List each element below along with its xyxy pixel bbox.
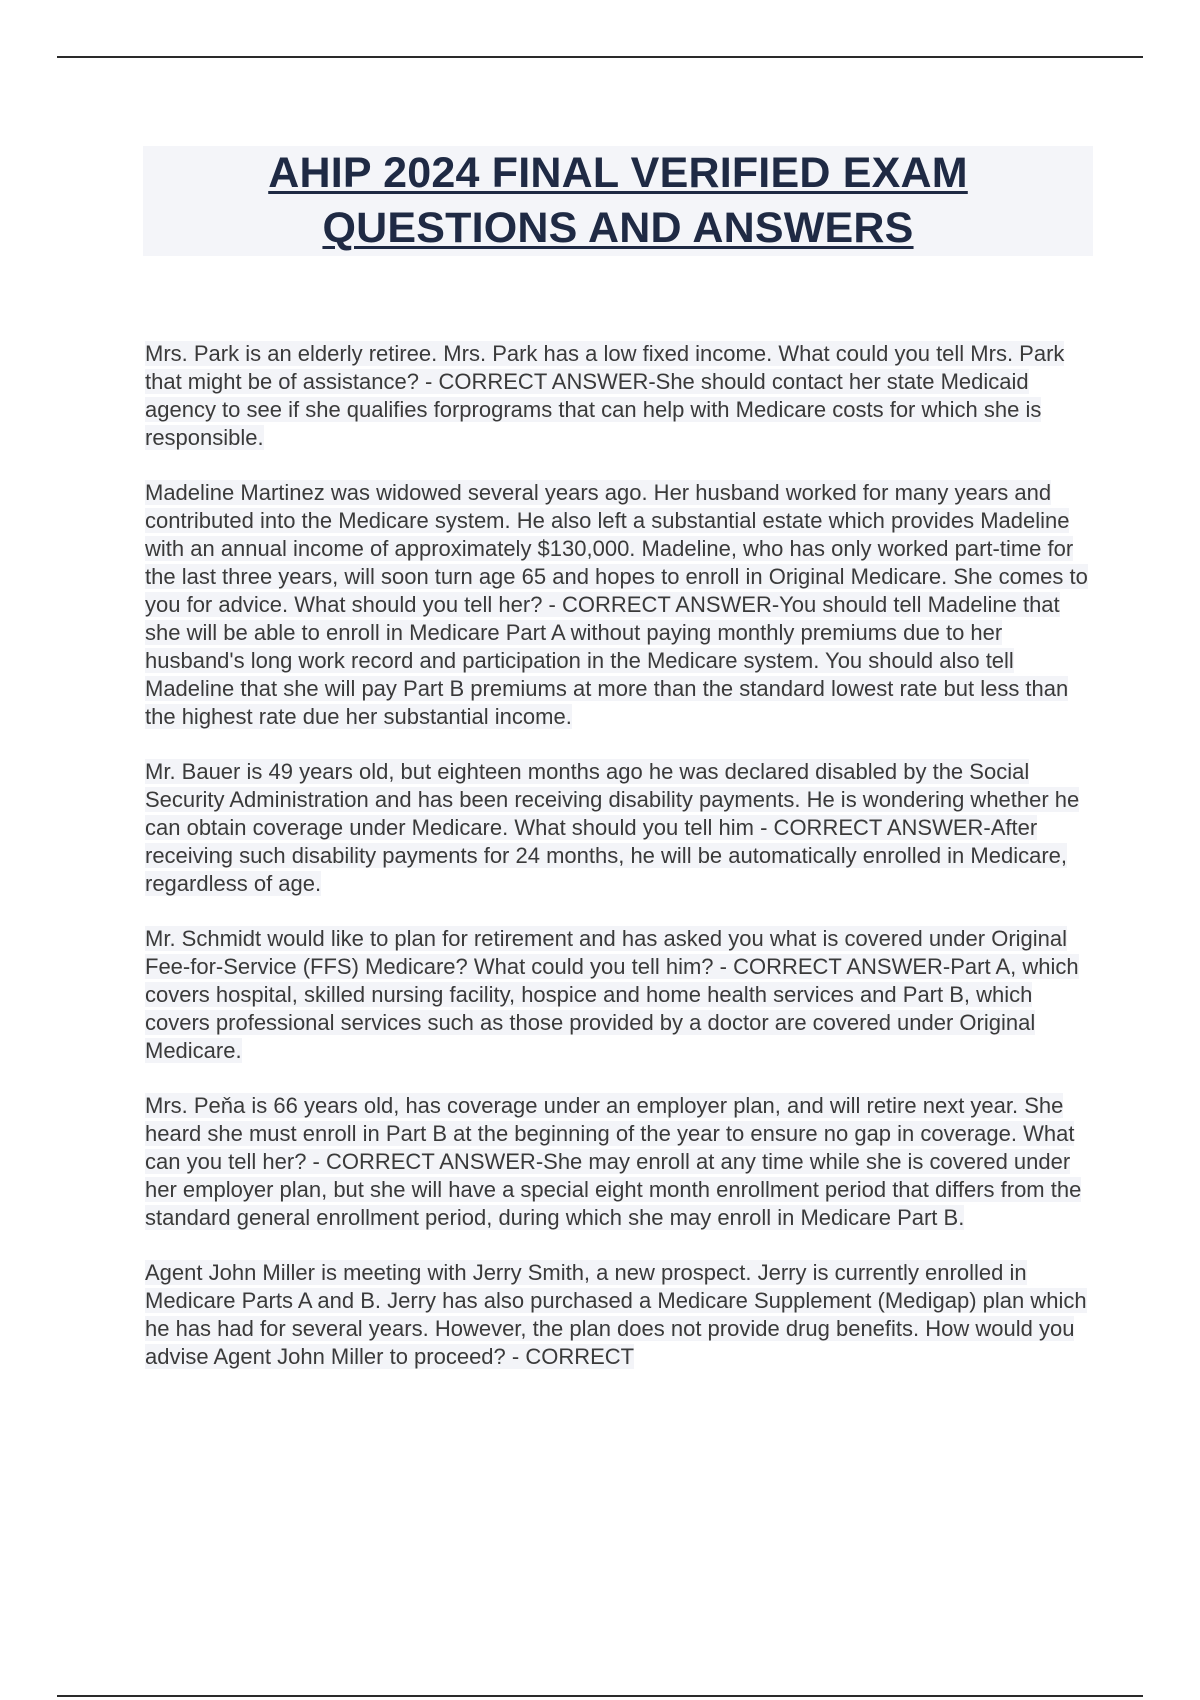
top-rule: [57, 56, 1143, 58]
qa-entry-martinez: Madeline Martinez was widowed several years ago. Her husband worked for many years and contributed into the Medicare system. He also left a substantial estate which provides Madeline with an annual income of approximately $130,000. Madeline, who has only worked part-time for the last three years, will soon turn age 65 and hopes to enroll in Original Medicare. She comes to you for advice. What should you tell her? - CORRECT ANSWER-You should tell Madeline that she will be able to enroll in Medicare Part A without paying monthly premiums due to her husband's long work record and participation in the Medicare system. You should also tell Madeline that she will pay Part B premiums at more than the standard lowest rate but less than the highest rate due her substantial income.: [145, 480, 1088, 729]
qa-entry-bauer: Mr. Bauer is 49 years old, but eighteen months ago he was declared disabled by the Social Security Administration and has been receiving disability payments. He is wondering whether he can obtain coverage under Medicare. What should you tell him - CORRECT ANSWER-After receiving such disability payments for 24 months, he will be automatically enrolled in Medicare, regardless of age.: [145, 759, 1080, 896]
bottom-rule: [57, 1695, 1143, 1697]
qa-entry-park: Mrs. Park is an elderly retiree. Mrs. Park has a low fixed income. What could you tell Mrs. Park that might be of assistance? - CORRECT ANSWER-She should contact her state Medicaid agency to see if she qualifies forprograms that can help with Medicare costs for which she is responsible.: [145, 341, 1065, 450]
document-title: [143, 146, 1093, 256]
title-line-1: AHIP 2024 FINAL VERIFIED EXAM: [268, 149, 968, 197]
qa-entry-pena: Mrs. Peňa is 66 years old, has coverage under an employer plan, and will retire next year. She heard she must enroll in Part B at the beginning of the year to ensure no gap in coverage. What can you tell her? - CORRECT ANSWER-She may enroll at any time while she is covered under her employer plan, but she will have a special eight month enrollment period that differs from the standard general enrollment period, during which she may enroll in Medicare Part B.: [145, 1093, 1082, 1230]
title-line-2: QUESTIONS AND ANSWERS: [322, 204, 914, 252]
qa-entry-schmidt: Mr. Schmidt would like to plan for retirement and has asked you what is covered under Original Fee-for-Service (FFS) Medicare? What could you tell him? - CORRECT ANSWER-Part A, which covers hospital, skilled nursing facility, hospice and home health services and Part B, which covers professional services such as those provided by a doctor are covered under Original Medicare.: [145, 926, 1079, 1063]
qa-entry-miller: Agent John Miller is meeting with Jerry Smith, a new prospect. Jerry is currently enrolled in Medicare Parts A and B. Jerry has also purchased a Medicare Supplement (Medigap) plan which he has had for several years. However, the plan does not provide drug benefits. How would you advise Agent John Miller to proceed? - CORRECT: [145, 1260, 1087, 1369]
qa-list: [145, 340, 1095, 1398]
